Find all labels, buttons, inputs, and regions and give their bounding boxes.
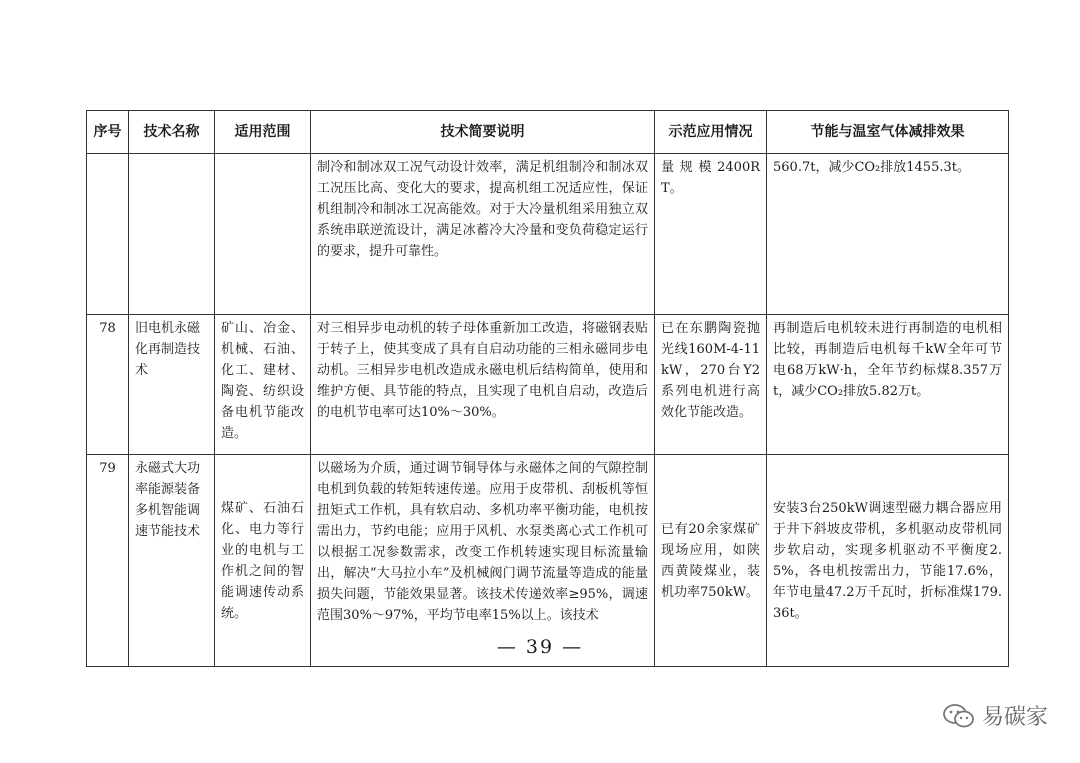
row-number: 79 xyxy=(87,455,129,667)
page-number: — 39 — xyxy=(496,636,584,658)
table-row xyxy=(87,455,1009,667)
header-scope: 适用范围 xyxy=(215,111,311,154)
header-number: 序号 xyxy=(87,111,129,154)
row-effect: 再制造后电机较未进行再制造的电机相比较，再制造后电机每千kW全年可节电68万kW·h，全年节约标煤8.357万t，减少CO₂排放5.82万t。 xyxy=(767,315,1009,455)
header-effect: 节能与温室气体减排效果 xyxy=(767,111,1009,154)
row-description: 以磁场为介质，通过调节铜导体与永磁体之间的气隙控制电机到负载的转矩转速传递。应用于皮带机、刮板机等恒扭矩式工作机，具有软启动、多机功率平衡功能，电机按需出力，节约电能；应用于风机、水泵类离心式工作机可以根据工况参数需求，改变工作机转速实现目标流量输出，解决“大马拉小车”及机械阀门调节流量等造成的能量损失问题，节能效果显著。该技术传递效率≥95%，调速范围30%～97%，平均节电率15%以上。该技术 xyxy=(311,455,655,667)
row-effect: 560.7t，减少CO₂排放1455.3t。 xyxy=(767,154,1009,315)
row-application: 量规模2400RT。 xyxy=(655,154,767,315)
row-tech-name xyxy=(129,154,215,315)
row-number xyxy=(87,154,129,315)
header-description: 技术简要说明 xyxy=(311,111,655,154)
row-description: 制冷和制冰双工况气动设计效率，满足机组制冷和制冰双工况压比高、变化大的要求，提高机组工况适应性，保证机组制冷和制冰工况高能效。对于大冷量机组采用独立双系统串联逆流设计，满足冰蓄冷大冷量和变负荷稳定运行的要求，提升可靠性。 xyxy=(311,154,655,315)
row-scope xyxy=(215,154,311,315)
row-number: 78 xyxy=(87,315,129,455)
row-scope: 矿山、冶金、机械、石油、化工、建材、陶瓷、纺织设备电机节能改造。 xyxy=(215,315,311,455)
tech-table xyxy=(86,110,1009,667)
row-tech-name: 旧电机永磁化再制造技术 xyxy=(129,315,215,455)
row-tech-name: 永磁式大功率能源装备多机智能调速节能技术 xyxy=(129,455,215,667)
row-application: 已有20余家煤矿现场应用，如陕西黄陵煤业，装机功率750kW。 xyxy=(655,455,767,667)
row-effect: 安装3台250kW调速型磁力耦合器应用于井下斜坡皮带机，多机驱动皮带机同步软启动，实现多机驱动不平衡度2.5%，各电机按需出力，节能17.6%，年节电量47.2万千瓦时，折标准煤179.36t。 xyxy=(767,455,1009,667)
table-row xyxy=(87,154,1009,315)
row-application: 已在东鹏陶瓷抛光线160M-4-11kW，270台Y2系列电机进行高效化节能改造。 xyxy=(655,315,767,455)
header-tech-name: 技术名称 xyxy=(129,111,215,154)
wechat-icon xyxy=(942,703,976,729)
header-application: 示范应用情况 xyxy=(655,111,767,154)
row-scope: 煤矿、石油石化、电力等行业的电机与工作机之间的智能调速传动系统。 xyxy=(215,455,311,667)
table-row xyxy=(87,315,1009,455)
table-header-row xyxy=(87,111,1009,154)
row-description: 对三相异步电动机的转子母体重新加工改造，将磁钢表贴于转子上，使其变成了具有自启动功能的三相永磁同步电动机。三相异步电机改造成永磁电机后结构简单，使用和维护方便、具节能的特点，且实现了电机自启动，改造后的电机节电率可达10%～30%。 xyxy=(311,315,655,455)
watermark-text: 易碳家 xyxy=(981,705,1048,730)
watermark xyxy=(942,700,1048,731)
